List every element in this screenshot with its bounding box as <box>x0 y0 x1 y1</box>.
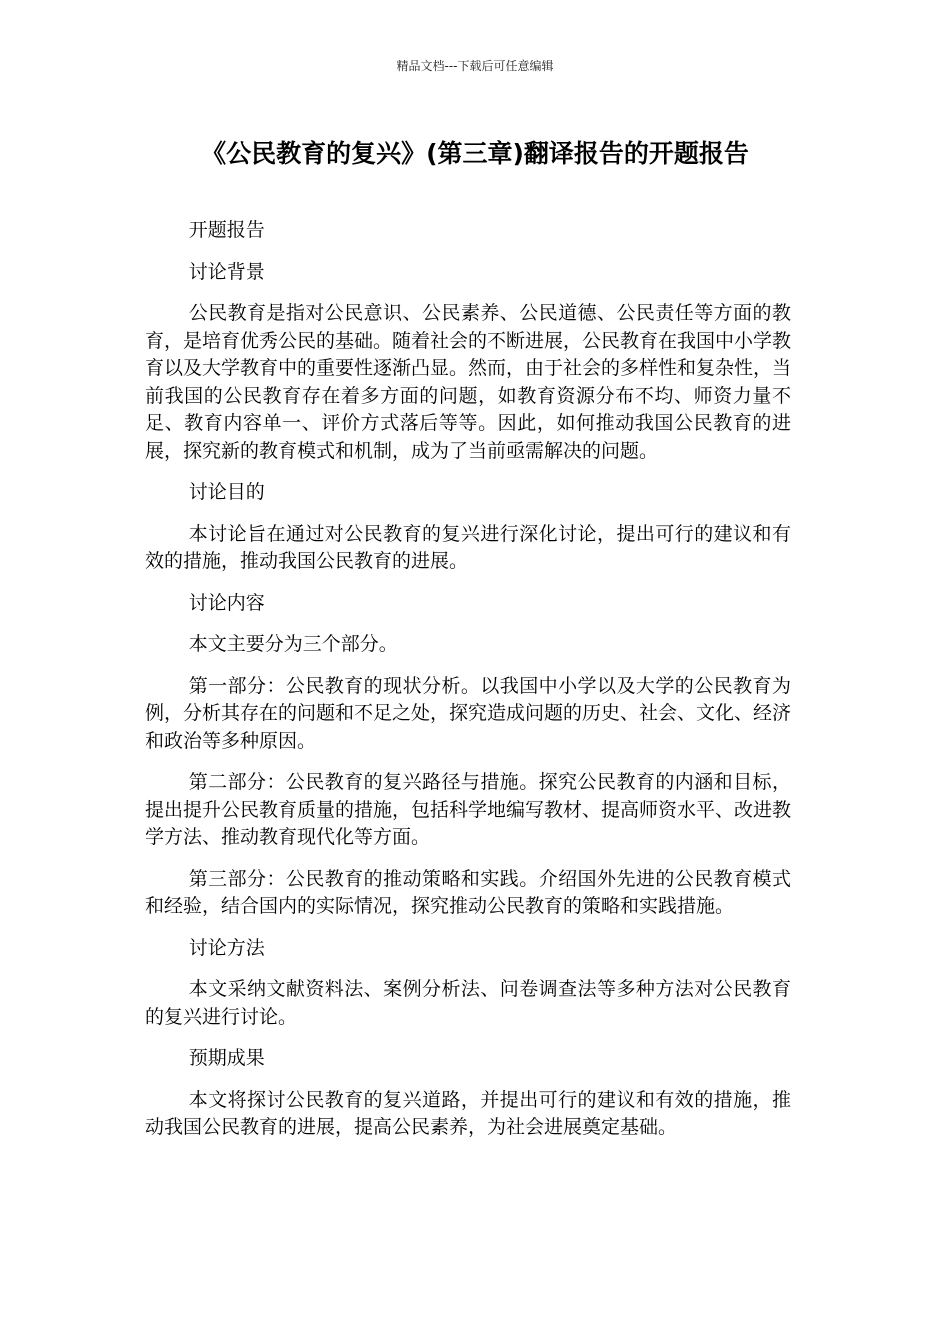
section-heading-purpose: 讨论目的 <box>188 481 265 503</box>
paragraph-purpose: 本讨论旨在通过对公民教育的复兴进行深化讨论，提出可行的建议和有效的措施，推动我国公民教育的进展。 <box>145 522 791 572</box>
header-note: 精品文档---下载后可任意编辑 <box>396 59 554 73</box>
paragraph-part-three: 第三部分：公民教育的推动策略和实践。介绍国外先进的公民教育模式和经验，结合国内的实际情况，探究推动公民教育的策略和实践措施。 <box>145 867 791 917</box>
paragraph-part-one: 第一部分：公民教育的现状分析。以我国中小学以及大学的公民教育为例，分析其存在的问题和不足之处，探究造成问题的历史、社会、文化、经济和政治等多种原因。 <box>145 674 792 752</box>
paragraph-background: 公民教育是指对公民意识、公民素养、公民道德、公民责任等方面的教育，是培育优秀公民的基础。随着社会的不断进展，公民教育在我国中小学教育以及大学教育中的重要性逐渐凸显。然而，由于社会的多样性和复杂性，当前我国的公民教育存在着多方面的问题，如教育资源分布不均、师资力量不足、教育内容单一、评价方式落后等等。因此，如何推动我国公民教育的进展，探究新的教育模式和机制，成为了当前亟需解决的问题。 <box>145 302 792 462</box>
document-title: 《公民教育的复兴》(第三章)翻译报告的开题报告 <box>201 139 749 168</box>
section-heading-proposal: 开题报告 <box>188 219 265 241</box>
paragraph-method: 本文采纳文献资料法、案例分析法、问卷调查法等多种方法对公民教育的复兴进行讨论。 <box>145 978 791 1028</box>
section-heading-outcomes: 预期成果 <box>188 1047 265 1069</box>
section-heading-method: 讨论方法 <box>188 936 265 959</box>
section-heading-content: 讨论内容 <box>188 591 265 614</box>
section-heading-background: 讨论背景 <box>188 260 265 283</box>
paragraph-part-two: 第二部分：公民教育的复兴路径与措施。探究公民教育的内涵和目标，提出提升公民教育质量的措施，包括科学地编写教材、提高师资水平、改进教学方法、推动教育现代化等方面。 <box>145 771 792 848</box>
paragraph-outcomes: 本文将探讨公民教育的复兴道路，并提出可行的建议和有效的措施，推动我国公民教育的进展，提高公民素养，为社会进展奠定基础。 <box>145 1088 791 1138</box>
document-body <box>145 217 791 1156</box>
paragraph-content-intro: 本文主要分为三个部分。 <box>188 633 398 655</box>
